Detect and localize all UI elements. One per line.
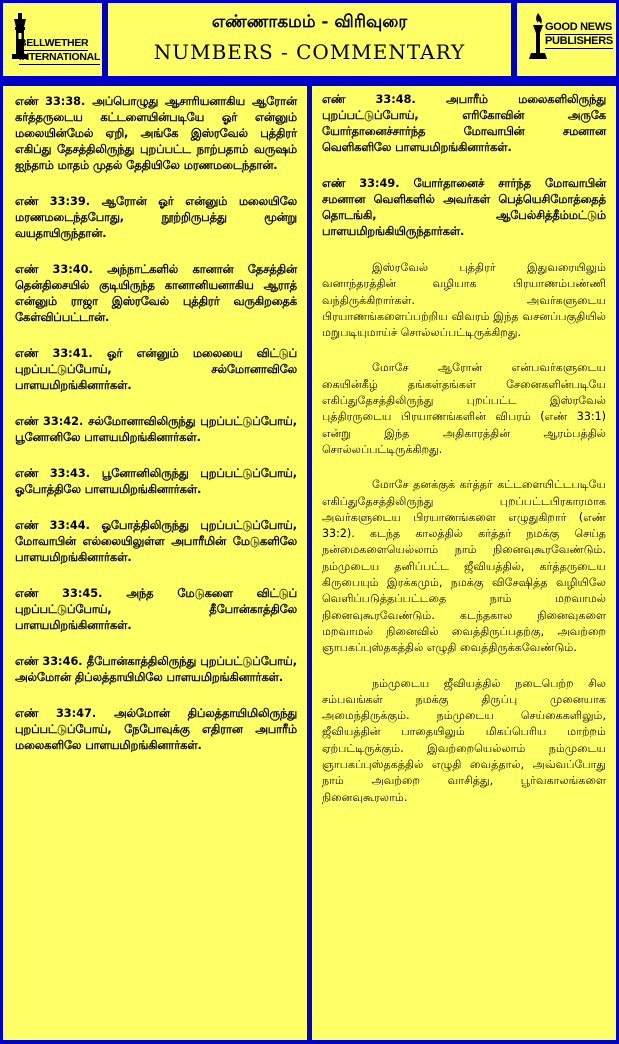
right-column <box>312 86 616 1040</box>
good-news-logo-text <box>545 21 613 49</box>
verse-33-42: எண் 33:42. சல்மோனாவிலிருந்து புறப்பட்டுப்போய், பூனோனிலே பாளயமிறங்கினார்கள். <box>15 415 297 444</box>
left-column <box>3 86 307 1040</box>
verse-33-44: எண் 33:44. ஓபோத்திலிருந்து புறப்பட்டுப்போய், மோவாபின் எல்லையிலுள்ள அபாரீமின் மேடுகளிலே பாளயமிறங்கினார்கள். <box>15 519 297 564</box>
header <box>3 3 616 76</box>
verse-33-47: எண் 33:47. அல்மோன் திப்லத்தாயிமிலிருந்து புறப்பட்டுப்போய், நேபோவுக்கு எதிரான அபாரீம் மலைகளிலே பாளயமிறங்கினார்கள். <box>15 707 297 752</box>
verse-33-40: எண் 33:40. அந்நாட்களில் கானான் தேசத்தின் தென்திசையில் குடியிருந்த கானானியனாகிய ஆராத் என்னும் ராஜா இஸ்ரவேல் புத்திரர் வருகிறதைக் கேள்விப்பட்டான். <box>15 263 297 324</box>
title-box <box>108 3 511 76</box>
bellwether-logo-text <box>19 37 100 65</box>
commentary-paragraph: நம்முடைய ஜீவியத்தில் நடைபெற்ற சில சம்பவங்கள் நமக்கு திருப்பு முனையாக அமைந்திருக்கும். நம்முடைய செய்கைகளிலும், ஜீவியத்தின் பாதையிலும் மிகப்பெரிய மாற்றம் ஏற்பட்டிருக்கும். இவற்றையெல்லாம் நம்முடைய ஞாபகப்புஸ்தகத்தில் எழுதி வைத்தால், அவ்வப்போது நாம் அவற்றை வாசித்து, பூர்வகாலங்களை நினைவுகூரலாம். <box>322 676 606 804</box>
logo-right-line1: GOOD NEWS <box>545 21 612 33</box>
bellwether-logo <box>3 3 102 76</box>
verse-33-39: எண் 33:39. ஆரோன் ஓர் என்னும் மலையிலே மரணமடைந்தபோது, நூற்றிருபத்து மூன்று வயதாயிருந்தான். <box>15 195 297 240</box>
title-english: NUMBERS - COMMENTARY <box>153 40 466 64</box>
good-news-logo <box>517 3 616 76</box>
commentary-paragraph: இஸ்ரவேல் புத்திரர் இதுவரையிலும் வனாந்தரத்தின் வழியாக பிரயாணம்பண்ணி வந்திருக்கிறார்கள். அவர்களுடைய பிரயாணங்களைப்பற்றிய விவரம் இந்த வசனப்பகுதியில் மறுபடியுமாய்ச் சொல்லப்பட்டிருக்கிறது. <box>322 261 606 340</box>
title-tamil: எண்ணாகமம் - விரிவுரை <box>211 12 408 32</box>
verse-33-38: எண் 33:38. அப்பொழுது ஆசாரியனாகிய ஆரோன் கர்த்தருடைய கட்டளையின்படியே ஓர் என்னும் மலையின்மேல் ஏறி, அங்கே இஸ்ரவேல் புத்திரர் எகிப்து தேசத்திலிருந்து புறப்பட்ட நாற்பதாம் வருஷம் ஐந்தாம் மாதம் முதல் தேதியிலே மரணமடைந்தான். <box>15 95 297 172</box>
commentary-paragraph: மோசே தனக்குக் கர்த்தர் கட்டளையிட்டபடியே எகிப்துதேசத்திலிருந்து புறப்பட்டபிரகாரமாக அவர்களுடைய பிரயாணங்களை எழுதுகிறார் (எண் 33:2). கடந்த காலத்தில் கர்த்தர் நமக்கு செய்த நன்மைகளையெல்லாம் நாம் நினைவுகூரவேண்டும். நம்முடைய தனிப்பட்ட ஜீவியத்தில், கர்த்தருடைய கிருபையும் இரக்கமும், நமக்கு விசேஷித்த வழியிலே வெளிப்படுத்தப்பட்டதை நாம் மறவாமல் நினைவுகூரவேண்டும். கடந்தகால நினைவுகளை மறவாமல் நினைவில் வைத்திருப்பதற்கு, அவற்றை ஞாபகப்புஸ்தகத்தில் எழுதி வைத்திருக்கவேண்டும். <box>322 478 606 655</box>
verse-33-46: எண் 33:46. தீபோன்காத்திலிருந்து புறப்பட்டுப்போய், அல்மோன் திப்லத்தாயிமிலே பாளயமிறங்கினார்கள். <box>15 655 297 684</box>
verse-33-41: எண் 33:41. ஓர் என்னும் மலையை விட்டுப் புறப்பட்டுப்போய், சல்மோனாவிலே பாளயமிறங்கினார்கள். <box>15 347 297 392</box>
logo-right-line2: PUBLISHERS <box>545 35 613 47</box>
logo-left-line2: INTERNATIONAL <box>19 51 101 63</box>
verse-33-49: எண் 33:49. யோர்தானைச் சார்ந்த மோவாபின் சமனான வெளிகளில் அவர்கள் பெத்யெசிமோத்தைத் தொடங்கி, ஆபேல்சித்தீம்மட்டும் பாளயமிறங்கியிருந்தார்கள். <box>322 177 606 238</box>
verse-33-45: எண் 33:45. அந்த மேடுகளை விட்டுப் புறப்பட்டுப்போய், தீபோன்காத்திலே பாளயமிறங்கினார்கள். <box>15 587 297 632</box>
logo-left-line1: BELLWETHER <box>19 37 89 49</box>
verse-33-48: எண் 33:48. அபாரீம் மலைகளிலிருந்து புறப்பட்டுப்போய், எரிகோவின் அருகே யோர்தானைச்சார்ந்த மோவாபின் சமனான வெளிகளிலே பாளயமிறங்கினார்கள். <box>322 93 606 154</box>
verse-33-43: எண் 33:43. பூனோனிலிருந்து புறப்பட்டுப்போய், ஓபோத்திலே பாளயமிறங்கினார்கள். <box>15 467 297 496</box>
commentary-paragraph: மோசே ஆரோன் என்பவர்களுடைய கையின்கீழ் தங்கள்தங்கள் சேனைகளின்படியே எகிப்துதேசத்திலிருந்து புறப்பட்ட இஸ்ரவேல் புத்திரருடைய பிரயாணங்களின் விபரம் (எண் 33:1) என்று இந்த அதிகாரத்தின் ஆரம்பத்தில் சொல்லப்பட்டிருக்கிறது. <box>322 361 606 456</box>
